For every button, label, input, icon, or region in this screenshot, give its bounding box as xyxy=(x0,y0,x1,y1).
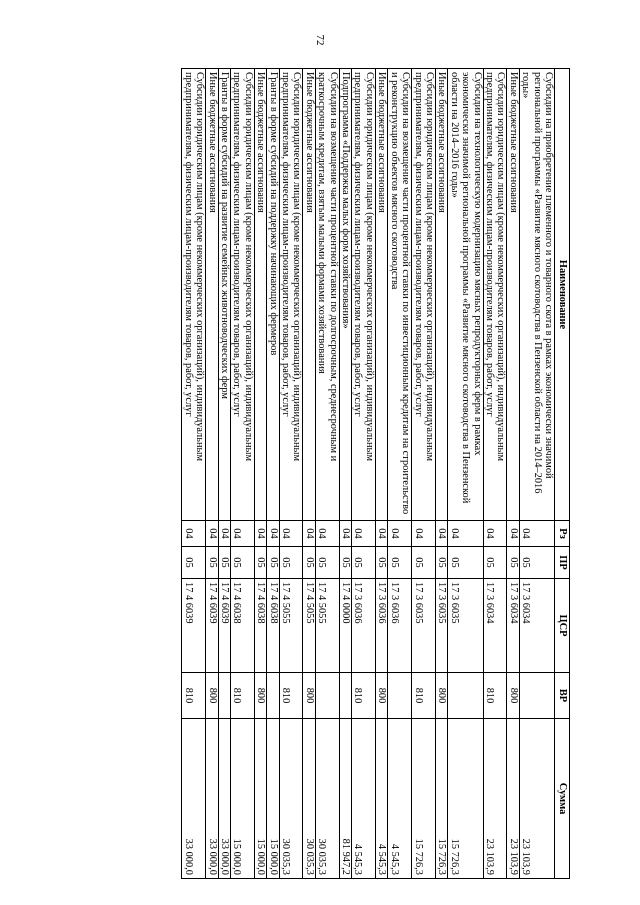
cell-name: Иные бюджетные ассигнования xyxy=(375,69,387,521)
cell-sum: 15 726,3 xyxy=(412,719,436,879)
cell-vr: 800 xyxy=(435,673,447,719)
cell-vr: 800 xyxy=(507,673,519,719)
cell-pr: 05 xyxy=(435,547,447,579)
page-number: 72 xyxy=(314,34,326,46)
cell-rz: 04 xyxy=(303,521,315,547)
cell-pr: 05 xyxy=(218,547,230,579)
cell-vr: 810 xyxy=(352,673,376,719)
cell-rz: 04 xyxy=(388,521,412,547)
cell-csr: 17 3 6034 xyxy=(519,579,554,673)
cell-vr: 810 xyxy=(412,673,436,719)
cell-name: Субсидии юридическим лицам (кроме некоммерческих организаций), индивидуальным предпринимателям, физическим лицам-производителям товаров, работ, услуг xyxy=(483,69,507,521)
cell-vr: 800 xyxy=(303,673,315,719)
cell-rz: 04 xyxy=(206,521,218,547)
table-header xyxy=(555,69,570,879)
table-row xyxy=(435,69,447,879)
header-name: Наименование xyxy=(555,69,570,521)
cell-vr xyxy=(519,673,554,719)
cell-vr xyxy=(388,673,412,719)
cell-name: Иные бюджетные ассигнования xyxy=(206,69,218,521)
cell-pr: 05 xyxy=(206,547,218,579)
table-row xyxy=(388,69,412,879)
table-row xyxy=(303,69,315,879)
cell-csr: 17 4 0000 xyxy=(339,579,351,673)
cell-name: Гранты в форме субсидий на поддержку начинающих фермеров xyxy=(267,69,279,521)
table-row xyxy=(519,69,554,879)
cell-sum: 30 035,3 xyxy=(279,719,303,879)
header-vr: ВР xyxy=(555,673,570,719)
cell-sum: 30 035,3 xyxy=(315,719,339,879)
cell-sum: 4 545,3 xyxy=(352,719,376,879)
cell-vr: 810 xyxy=(182,673,206,719)
cell-csr: 17 3 6036 xyxy=(375,579,387,673)
cell-name: Субсидии на возмещение части процентной ставки по долгосрочным, среднесрочным и краткосрочным кредитам, взятым малыми формами хозяйствования xyxy=(315,69,339,521)
cell-name: Субсидии юридическим лицам (кроме некоммерческих организаций), индивидуальным предпринимателям, физическим лицам-производителям товаров, работ, услуг xyxy=(412,69,436,521)
cell-rz: 04 xyxy=(279,521,303,547)
cell-vr xyxy=(448,673,483,719)
cell-csr: 17 3 6034 xyxy=(507,579,519,673)
cell-rz: 04 xyxy=(507,521,519,547)
cell-name: Субсидии юридическим лицам (кроме некоммерческих организаций), индивидуальным предпринимателям, физическим лицам-производителям товаров, работ, услуг xyxy=(279,69,303,521)
cell-rz: 04 xyxy=(339,521,351,547)
cell-pr: 05 xyxy=(448,547,483,579)
cell-rz: 04 xyxy=(218,521,230,547)
cell-sum: 33 000,0 xyxy=(182,719,206,879)
cell-csr: 17 3 6034 xyxy=(483,579,507,673)
table-row xyxy=(448,69,483,879)
cell-csr: 17 4 6038 xyxy=(254,579,266,673)
cell-sum: 15 000,0 xyxy=(254,719,266,879)
cell-sum: 81 947,2 xyxy=(339,719,351,879)
cell-name: Иные бюджетные ассигнования xyxy=(435,69,447,521)
table-row xyxy=(267,69,279,879)
cell-csr: 17 4 6038 xyxy=(231,579,255,673)
cell-csr: 17 4 6039 xyxy=(206,579,218,673)
cell-sum: 15 726,3 xyxy=(448,719,483,879)
budget-table xyxy=(181,68,570,879)
cell-csr: 17 3 6036 xyxy=(352,579,376,673)
cell-pr: 05 xyxy=(412,547,436,579)
cell-csr: 17 4 5055 xyxy=(315,579,339,673)
cell-vr: 800 xyxy=(375,673,387,719)
cell-csr: 17 3 6035 xyxy=(412,579,436,673)
cell-sum: 15 000,0 xyxy=(267,719,279,879)
table-row xyxy=(352,69,376,879)
cell-csr: 17 3 6035 xyxy=(448,579,483,673)
cell-name: Субсидии на возмещение части процентной ставки по инвестиционным кредитам на строительство и реконструкцию объектов мясного скотоводства xyxy=(388,69,412,521)
cell-name: Субсидии юридическим лицам (кроме некоммерческих организаций), индивидуальным предпринимателям, физическим лицам-производителям товаров, работ, услуг xyxy=(231,69,255,521)
cell-pr: 05 xyxy=(254,547,266,579)
cell-csr: 17 4 6039 xyxy=(218,579,230,673)
cell-rz: 04 xyxy=(315,521,339,547)
cell-sum: 23 103,9 xyxy=(483,719,507,879)
cell-pr: 05 xyxy=(231,547,255,579)
cell-vr: 800 xyxy=(206,673,218,719)
cell-pr: 05 xyxy=(483,547,507,579)
cell-rz: 04 xyxy=(519,521,554,547)
cell-sum: 4 545,3 xyxy=(375,719,387,879)
cell-sum: 23 103,9 xyxy=(507,719,519,879)
cell-rz: 04 xyxy=(231,521,255,547)
cell-rz: 04 xyxy=(375,521,387,547)
cell-rz: 04 xyxy=(448,521,483,547)
cell-pr: 05 xyxy=(303,547,315,579)
cell-csr: 17 4 6038 xyxy=(267,579,279,673)
cell-rz: 04 xyxy=(267,521,279,547)
cell-name: Иные бюджетные ассигнования xyxy=(507,69,519,521)
table-row xyxy=(507,69,519,879)
cell-name: Подпрограмма «Поддержка малых форм хозяйствования» xyxy=(339,69,351,521)
table-row xyxy=(182,69,206,879)
rotated-table-area xyxy=(78,68,570,878)
table-row xyxy=(279,69,303,879)
header-csr: ЦСР xyxy=(555,579,570,673)
table-row xyxy=(218,69,230,879)
cell-rz: 04 xyxy=(352,521,376,547)
cell-rz: 04 xyxy=(254,521,266,547)
cell-rz: 04 xyxy=(182,521,206,547)
cell-csr: 17 4 5055 xyxy=(279,579,303,673)
cell-rz: 04 xyxy=(435,521,447,547)
cell-csr: 17 3 6036 xyxy=(388,579,412,673)
cell-pr: 05 xyxy=(267,547,279,579)
cell-pr: 05 xyxy=(507,547,519,579)
cell-pr: 05 xyxy=(339,547,351,579)
cell-pr: 05 xyxy=(375,547,387,579)
cell-pr: 05 xyxy=(182,547,206,579)
cell-sum: 33 000,0 xyxy=(206,719,218,879)
cell-vr xyxy=(267,673,279,719)
cell-sum: 23 103,9 xyxy=(519,719,554,879)
cell-sum: 4 545,3 xyxy=(388,719,412,879)
header-sum: Сумма xyxy=(555,719,570,879)
cell-vr xyxy=(218,673,230,719)
cell-pr: 05 xyxy=(352,547,376,579)
table-row xyxy=(231,69,255,879)
cell-name: Субсидии юридическим лицам (кроме некоммерческих организаций), индивидуальным предпринимателям, физическим лицам-производителям товаров, работ, услуг xyxy=(352,69,376,521)
cell-name: Субсидии юридическим лицам (кроме некоммерческих организаций), индивидуальным предпринимателям, физическим лицам-производителям товаров, работ, услуг xyxy=(182,69,206,521)
table-row xyxy=(483,69,507,879)
table-row xyxy=(254,69,266,879)
cell-csr: 17 4 5055 xyxy=(303,579,315,673)
cell-vr xyxy=(315,673,339,719)
header-pr: ПР xyxy=(555,547,570,579)
cell-pr: 05 xyxy=(519,547,554,579)
cell-vr: 810 xyxy=(279,673,303,719)
table-row xyxy=(375,69,387,879)
header-row xyxy=(555,69,570,879)
cell-name: Иные бюджетные ассигнования xyxy=(254,69,266,521)
table-row xyxy=(315,69,339,879)
cell-vr: 810 xyxy=(483,673,507,719)
table-row xyxy=(339,69,351,879)
cell-sum: 15 726,3 xyxy=(435,719,447,879)
cell-pr: 05 xyxy=(388,547,412,579)
cell-vr: 810 xyxy=(231,673,255,719)
cell-pr: 05 xyxy=(279,547,303,579)
cell-sum: 30 035,3 xyxy=(303,719,315,879)
cell-name: Субсидии на технологическую модернизацию мясных репродукторных ферм в рамках экономически значимой региональной программы «Развитие мясного скотоводства в Пензенской области на 2014–2016 годы» xyxy=(448,69,483,521)
header-rz: Рз xyxy=(555,521,570,547)
cell-rz: 04 xyxy=(412,521,436,547)
cell-name: Гранты в форме субсидий на развитие семейных животноводческих ферм xyxy=(218,69,230,521)
cell-name: Иные бюджетные ассигнования xyxy=(303,69,315,521)
cell-pr: 05 xyxy=(315,547,339,579)
cell-sum: 33 000,0 xyxy=(218,719,230,879)
table-row xyxy=(412,69,436,879)
budget-table-container xyxy=(78,68,570,878)
cell-csr: 17 3 6035 xyxy=(435,579,447,673)
cell-rz: 04 xyxy=(483,521,507,547)
table-body xyxy=(182,69,555,879)
table-row xyxy=(206,69,218,879)
cell-name: Субсидии на приобретение племенного и товарного скота в рамках экономически значимой региональной программы «Развитие мясного скотоводства в Пензенской области на 2014–2016 годы» xyxy=(519,69,554,521)
cell-sum: 15 000,0 xyxy=(231,719,255,879)
cell-vr xyxy=(339,673,351,719)
cell-csr: 17 4 6039 xyxy=(182,579,206,673)
cell-vr: 800 xyxy=(254,673,266,719)
